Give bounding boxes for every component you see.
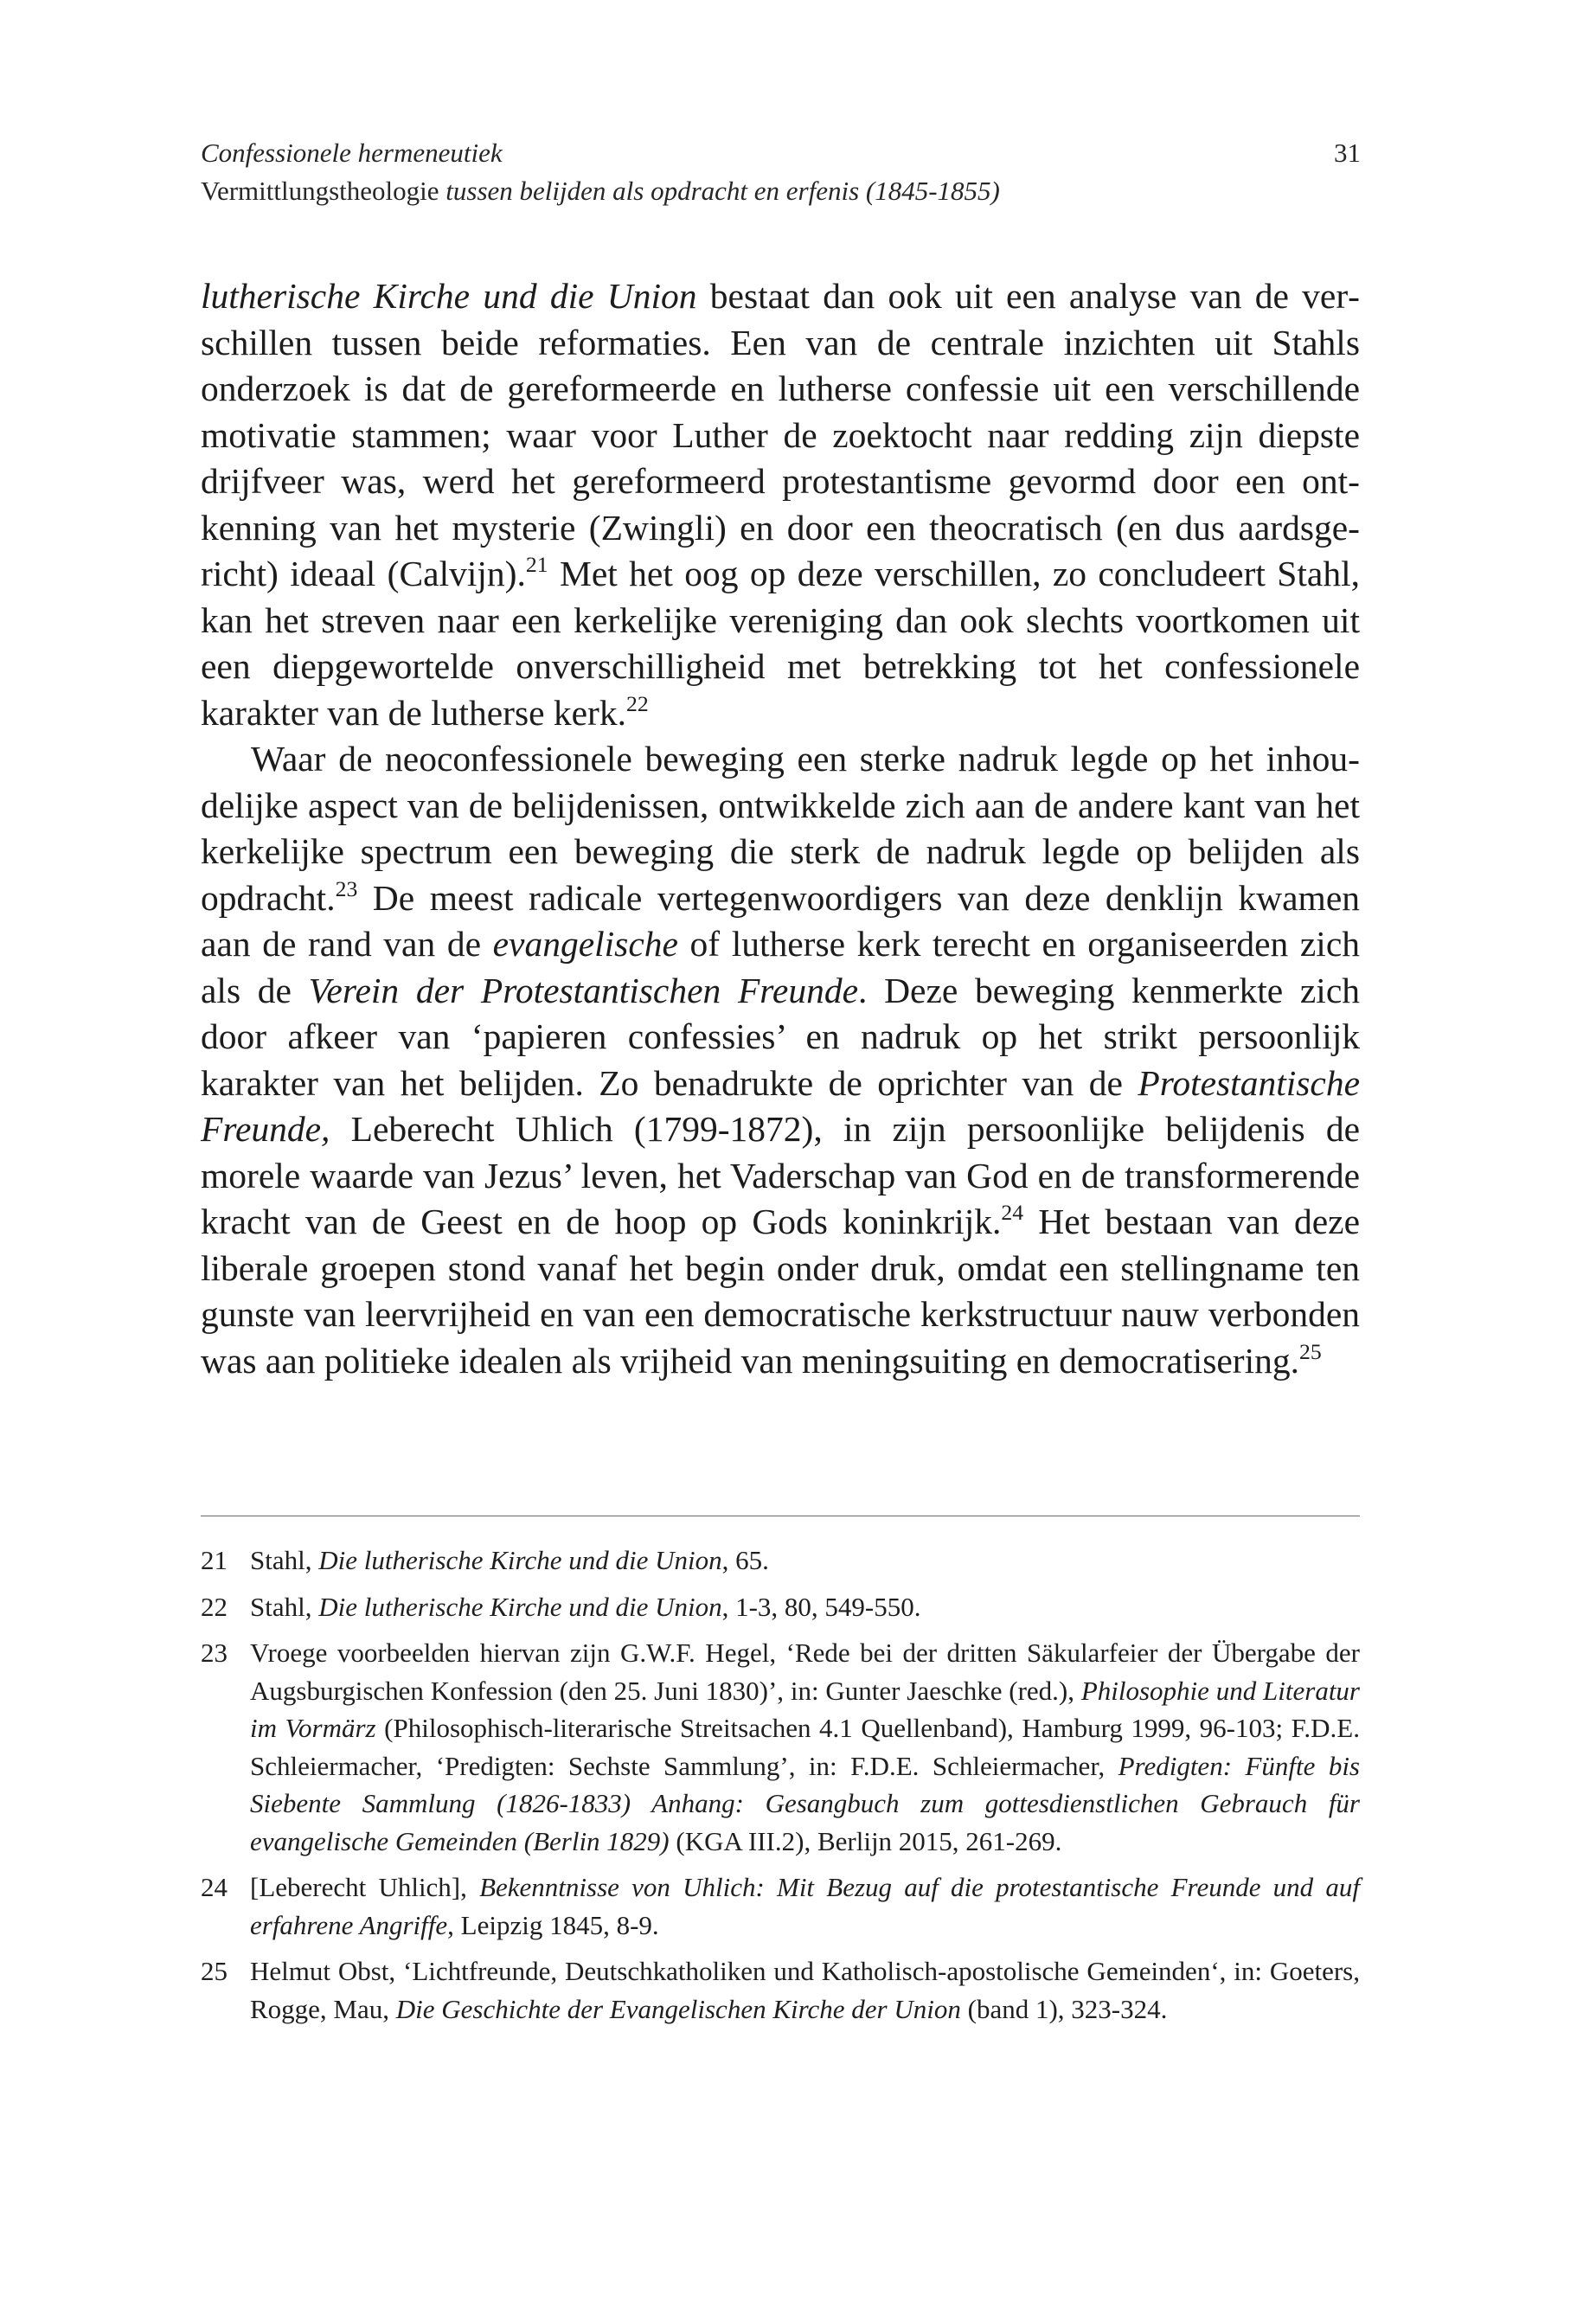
footnote-title-italic: Philosophie und Literatur im Vormärz bbox=[250, 1675, 1360, 1743]
footnote-title-italic: Predigten: Fünfte bis Siebente Sammlung (1826-1833) Anhang: Gesangbuch zum gottesdienstlichen Gebrauch für evangelische Gemeinden (Berlin 1829) bbox=[250, 1750, 1360, 1856]
footnote-ref-25[interactable]: 25 bbox=[1299, 1338, 1322, 1364]
footnote-segment: (Philosophisch-literarische Streitsachen 4.1 Quellenband), Hamburg 1999, 96-103; F.D.E. Schleiermacher, ‘Predigten: Sechste Sammlung’, in: F.D.E. Schleiermacher, bbox=[250, 1713, 1360, 1781]
footnote-number: 22 bbox=[201, 1591, 228, 1622]
footnote-number: 23 bbox=[201, 1638, 228, 1668]
footnote-number: 21 bbox=[201, 1545, 228, 1575]
italic-term: Verein der Protestantischen Freunde bbox=[308, 970, 858, 1010]
footnote-text bbox=[250, 1952, 1360, 2028]
footnote-text bbox=[250, 1868, 1360, 1944]
paragraph-text: Met het oog op deze verschillen, zo concludeert Stahl, kan het streven naar een kerkelijke vereniging dan ook slechts voortkomen uit een diepgewortelde onverschilligheid met betrekking tot het confessionele karakter van de lutherse kerk. bbox=[201, 554, 1360, 733]
footnotes bbox=[201, 1541, 1360, 2036]
footnote-title-italic: Bekenntnisse von Uhlich: Mit Bezug auf die protestantische Freunde und auf erfahrene Angriffe bbox=[250, 1872, 1360, 1940]
footnote-segment: , 65. bbox=[721, 1545, 769, 1575]
book-title-italic: lutherische Kirche und die Union bbox=[201, 276, 697, 316]
page-number: 31 bbox=[1334, 138, 1361, 168]
running-head-chapter bbox=[201, 134, 1360, 172]
footnote-text bbox=[250, 1588, 1360, 1626]
footnote-title-italic: Die lutherische Kirche und die Union bbox=[318, 1591, 722, 1622]
footnote-segment: [Leberecht Uhlich], bbox=[250, 1872, 480, 1902]
footnote-24 bbox=[201, 1868, 1360, 1944]
footnote-segment: Vroege voorbeelden hiervan zijn G.W.F. Hegel, ‘Rede bei der dritten Säkularfeier der Übergabe der Augsburgischen Konfession (den 25. Juni 1830)’, in: Gunter Jaeschke (red.), bbox=[250, 1638, 1360, 1706]
running-head-section bbox=[201, 172, 1360, 210]
footnote-21 bbox=[201, 1541, 1360, 1580]
italic-term: Protestantische Freunde, bbox=[201, 1062, 1360, 1149]
paragraph-text: Het bestaan van deze liberale groepen stond vanaf het begin onder druk, omdat een stellingname ten gunste van leervrijheid en van een democratische kerkstructuur nauw verbonden was aan politieke idealen als vrijheid van meningsuiting en democratisering. bbox=[201, 1202, 1361, 1381]
running-head-section-italic: tussen belijden als opdracht en erfenis (1845-1855) bbox=[445, 176, 1000, 206]
paragraph-text: De meest radicale vertegenwoordigers van deze denklijn kwamen aan de rand van de bbox=[201, 877, 1360, 964]
footnote-segment: (band 1), 323-324. bbox=[960, 1993, 1168, 2024]
footnote-segment: , Leipzig 1845, 8-9. bbox=[447, 1909, 659, 1940]
footnote-title-italic: Die lutherische Kirche und die Union bbox=[318, 1545, 722, 1575]
paragraph-text: bestaat dan ook uit een analyse van de verschillen tussen beide reformaties. Een van de centrale inzichten uit Stahls onderzoek is dat de gereformeerde en lutherse confessie uit een verschillende motivatie stammen; waar voor Luther de zoektocht naar redding zijn diepste drijfveer was, werd het gereformeerd protestantisme gevormd door een ontkenning van het mysterie (Zwingli) en door een theocratisch (en dus aardsgericht) ideaal (Calvijn). bbox=[201, 276, 1360, 593]
running-head bbox=[201, 134, 1360, 210]
footnote-22 bbox=[201, 1588, 1360, 1626]
footnote-segment: , 1-3, 80, 549-550. bbox=[721, 1591, 921, 1622]
footnote-ref-24[interactable]: 24 bbox=[1001, 1200, 1024, 1226]
paragraph-text: Waar de neoconfessionele beweging een sterke nadruk legde op het inhoudelijke aspect van de belijdenissen, ontwikkelde zich aan de andere kant van het kerkelijke spectrum een beweging die sterk de nadruk legde op belijden als opdracht. bbox=[201, 739, 1360, 918]
footnote-text bbox=[250, 1541, 1360, 1580]
footnote-segment: Helmut Obst, ‘Lichtfreunde, Deutschkatholiken und Katholisch-apostolische Gemeinden‘, in: Goeters, Rogge, Mau, bbox=[250, 1956, 1360, 2024]
footnote-text bbox=[250, 1634, 1360, 1860]
paragraph-text: of lutherse kerk terecht en organiseerden zich als de bbox=[201, 924, 1360, 1010]
footnote-25 bbox=[201, 1952, 1360, 2028]
footnote-ref-21[interactable]: 21 bbox=[525, 552, 548, 578]
footnote-segment: (KGA III.2), Berlijn 2015, 261-269. bbox=[669, 1825, 1062, 1856]
footnote-segment: Stahl, bbox=[250, 1591, 319, 1622]
paragraph-2 bbox=[201, 736, 1360, 1384]
footnote-number: 25 bbox=[201, 1956, 228, 1986]
body-text bbox=[201, 273, 1360, 1384]
running-head-section-roman: Vermittlungstheologie bbox=[201, 176, 446, 206]
paragraph-text: Leberecht Uhlich (1799-1872), in zijn persoonlijke belijdenis de morele waarde van Jezus’ leven, het Vaderschap van God en de transformerende kracht van de Geest en de hoop op Gods koninkrijk. bbox=[201, 1109, 1360, 1241]
running-head-chapter-title: Confessionele hermeneutiek bbox=[201, 138, 503, 168]
footnote-title-italic: Die Geschichte der Evangelischen Kirche der Union bbox=[395, 1993, 961, 2024]
footnote-23 bbox=[201, 1634, 1360, 1860]
footnote-ref-23[interactable]: 23 bbox=[335, 875, 358, 901]
footnote-segment: Stahl, bbox=[250, 1545, 319, 1575]
footnote-ref-22[interactable]: 22 bbox=[626, 690, 649, 716]
paragraph-1 bbox=[201, 273, 1360, 736]
footnote-number: 24 bbox=[201, 1872, 228, 1902]
italic-term: evangelische bbox=[492, 924, 678, 964]
paragraph-text: . Deze beweging kenmerkte zich door afkeer van ‘papieren confessies’ en nadruk op het strikt persoonlijk karakter van het belijden. Zo benadrukte de oprichter van de bbox=[201, 970, 1360, 1103]
